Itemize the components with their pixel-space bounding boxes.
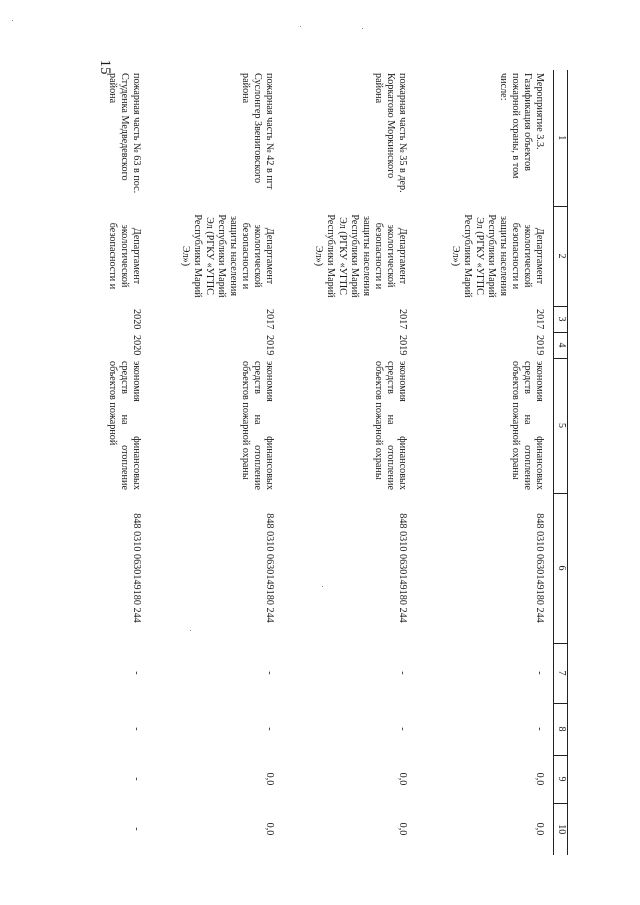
- col-header-1: 1: [554, 70, 568, 206]
- table-row: [416, 70, 554, 855]
- value-col-9: 0,0: [397, 772, 408, 786]
- value-col-8: -: [534, 727, 545, 731]
- executor: Департамент экологической безопасности и: [107, 222, 142, 290]
- col-header-4: 4: [554, 332, 568, 358]
- col-header-9: 9: [554, 755, 568, 803]
- scan-speck: [190, 630, 191, 631]
- col-header-5: 5: [554, 358, 568, 493]
- expected-result: экономия финансовых средств на отопление объектов пожарной охраны: [240, 361, 275, 490]
- value-col-10: 0,0: [264, 822, 275, 836]
- budget-code: 848 0310 0630149180 244: [264, 513, 275, 623]
- measure-name: пожарная часть № 63 в пос. Студенка Медведевского района: [107, 73, 142, 194]
- scan-speck: [362, 28, 363, 29]
- executor: Департамент экологической безопасности и защиты населения Республики Марий Эл (РГКУ «УГПС Республики Марий Эл»): [450, 214, 545, 298]
- measure-name: пожарная часть № 35 в дер. Коркатово Моркинского района: [373, 73, 408, 193]
- expected-result: экономия финансовых средств на отопление объектов пожарной охраны: [373, 361, 408, 490]
- value-col-7: -: [534, 671, 545, 675]
- start-year: 2017: [534, 309, 545, 330]
- table-row: [283, 70, 416, 855]
- col-header-2: 2: [554, 206, 568, 306]
- value-col-8: -: [131, 727, 142, 731]
- value-col-8: -: [264, 727, 275, 731]
- value-col-7: -: [397, 671, 408, 675]
- column-number-row: [554, 70, 568, 855]
- col-header-3: 3: [554, 306, 568, 332]
- scan-speck: [300, 26, 301, 27]
- measure-name: пожарная часть № 42 в пгт Суслонгер Звениговского района: [240, 73, 275, 190]
- executor: Департамент экологической безопасности и защиты населения Республики Марий Эл (РГКУ «УГПС Республики Марий Эл»): [313, 214, 408, 298]
- end-year: 2019: [534, 335, 545, 356]
- end-year: 2019: [264, 335, 275, 356]
- value-col-7: -: [264, 671, 275, 675]
- value-col-9: 0,0: [534, 772, 545, 786]
- value-col-10: 0,0: [534, 822, 545, 836]
- rotated-table-sheet: [107, 70, 568, 855]
- value-col-7: -: [131, 671, 142, 675]
- col-header-7: 7: [554, 643, 568, 703]
- page-number: 15: [97, 59, 113, 75]
- scan-speck: [322, 586, 323, 587]
- start-year: 2020: [131, 309, 142, 330]
- end-year: 2020: [131, 335, 142, 356]
- start-year: 2017: [264, 309, 275, 330]
- value-col-10: 0,0: [397, 822, 408, 836]
- budget-code: 848 0310 0630149180 244: [397, 513, 408, 623]
- expected-result: экономия финансовых средств на отопление объектов пожарной: [107, 361, 142, 490]
- scan-speck: [12, 20, 13, 21]
- value-col-9: -: [131, 777, 142, 781]
- col-header-6: 6: [554, 493, 568, 643]
- value-col-10: -: [131, 827, 142, 831]
- col-header-10: 10: [554, 803, 568, 855]
- budget-code: 848 0310 0630149180 244: [131, 513, 142, 623]
- table-row: [101, 70, 150, 855]
- executor: Департамент экологической безопасности и защиты населения Республики Марий Эл (РГКУ «УГПС Республики Марий Эл»): [180, 214, 275, 298]
- program-measures-table: [101, 70, 568, 855]
- value-col-8: -: [397, 727, 408, 731]
- measure-name: Мероприятие 3.3. Газификация объектов пожарной охраны, в том числе:: [498, 73, 545, 179]
- col-header-8: 8: [554, 703, 568, 755]
- start-year: 2017: [397, 309, 408, 330]
- value-col-9: 0,0: [264, 772, 275, 786]
- expected-result: экономия финансовых средств на отопление объектов пожарной охраны: [510, 361, 545, 490]
- budget-code: 848 0310 0630149180 244: [534, 513, 545, 623]
- end-year: 2019: [397, 335, 408, 356]
- table-row: [150, 70, 283, 855]
